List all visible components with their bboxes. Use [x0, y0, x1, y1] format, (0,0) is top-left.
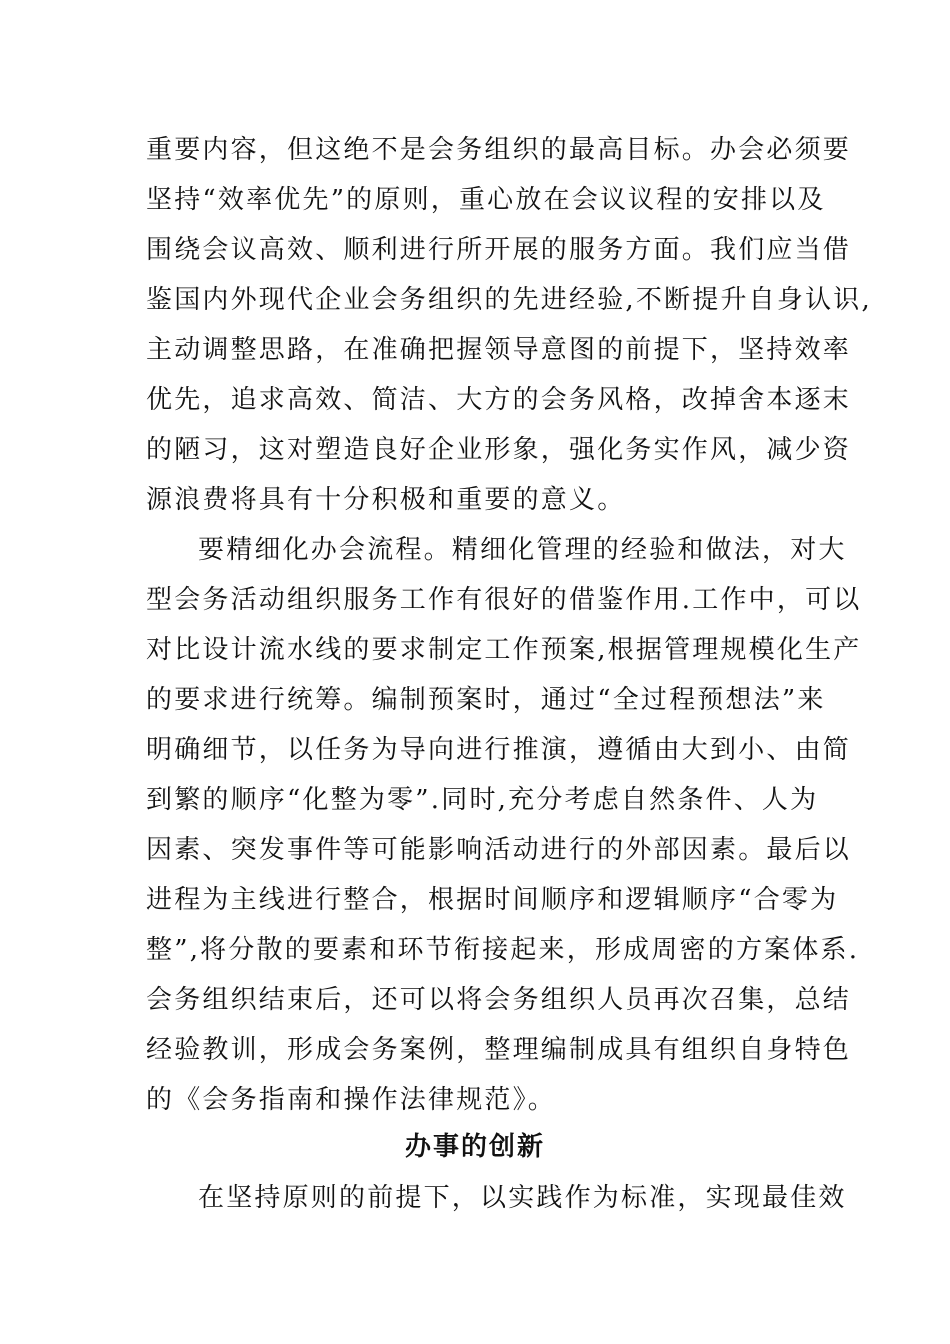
text-line: 源浪费将具有十分积极和重要的意义。 [146, 485, 626, 515]
text-line: 进程为主线进行整合，根据时间顺序和逻辑顺序“合零为 [146, 885, 839, 915]
text-line: 的《会务指南和操作法律规范》。 [146, 1085, 557, 1115]
text-line: 的陋习，这对塑造良好企业形象，强化务实作风，减少资 [146, 435, 852, 465]
text-line: 因素、突发事件等可能影响活动进行的外部因素。最后以 [146, 835, 852, 865]
text-line: 整”,将分散的要素和环节衔接起来，形成周密的方案体系. [146, 935, 860, 965]
text-line: 主动调整思路，在准确把握领导意图的前提下，坚持效率 [146, 335, 852, 365]
text-line: 要精细化办会流程。精细化管理的经验和做法，对大 [198, 535, 847, 565]
text-line: 明确细节，以任务为导向进行推演，遵循由大到小、由简 [146, 735, 852, 765]
text-line: 对比设计流水线的要求制定工作预案,根据管理规模化生产 [146, 635, 862, 665]
text-line: 型会务活动组织服务工作有很好的借鉴作用.工作中，可以 [146, 585, 862, 615]
text-line: 在坚持原则的前提下，以实践作为标准，实现最佳效 [198, 1183, 847, 1213]
text-line: 会务组织结束后，还可以将会务组织人员再次召集，总结 [146, 985, 852, 1015]
text-line: 重要内容，但这绝不是会务组织的最高目标。办会必须要 [146, 135, 852, 165]
text-line: 的要求进行统筹。编制预案时，通过“全过程预想法”来 [146, 685, 826, 715]
text-line: 优先，追求高效、简洁、大方的会务风格，改掉舍本逐末 [146, 385, 852, 415]
text-line: 围绕会议高效、顺利进行所开展的服务方面。我们应当借 [146, 235, 852, 265]
text-line: 坚持“效率优先”的原则，重心放在会议议程的安排以及 [146, 185, 826, 215]
section-heading: 办事的创新 [404, 1132, 545, 1162]
text-line: 经验教训，形成会务案例，整理编制成具有组织自身特色 [146, 1035, 852, 1065]
text-line: 鉴国内外现代企业会务组织的先进经验,不断提升自身认识, [146, 285, 872, 315]
text-line: 到繁的顺序“化整为零”.同时,充分考虑自然条件、人为 [146, 785, 819, 815]
